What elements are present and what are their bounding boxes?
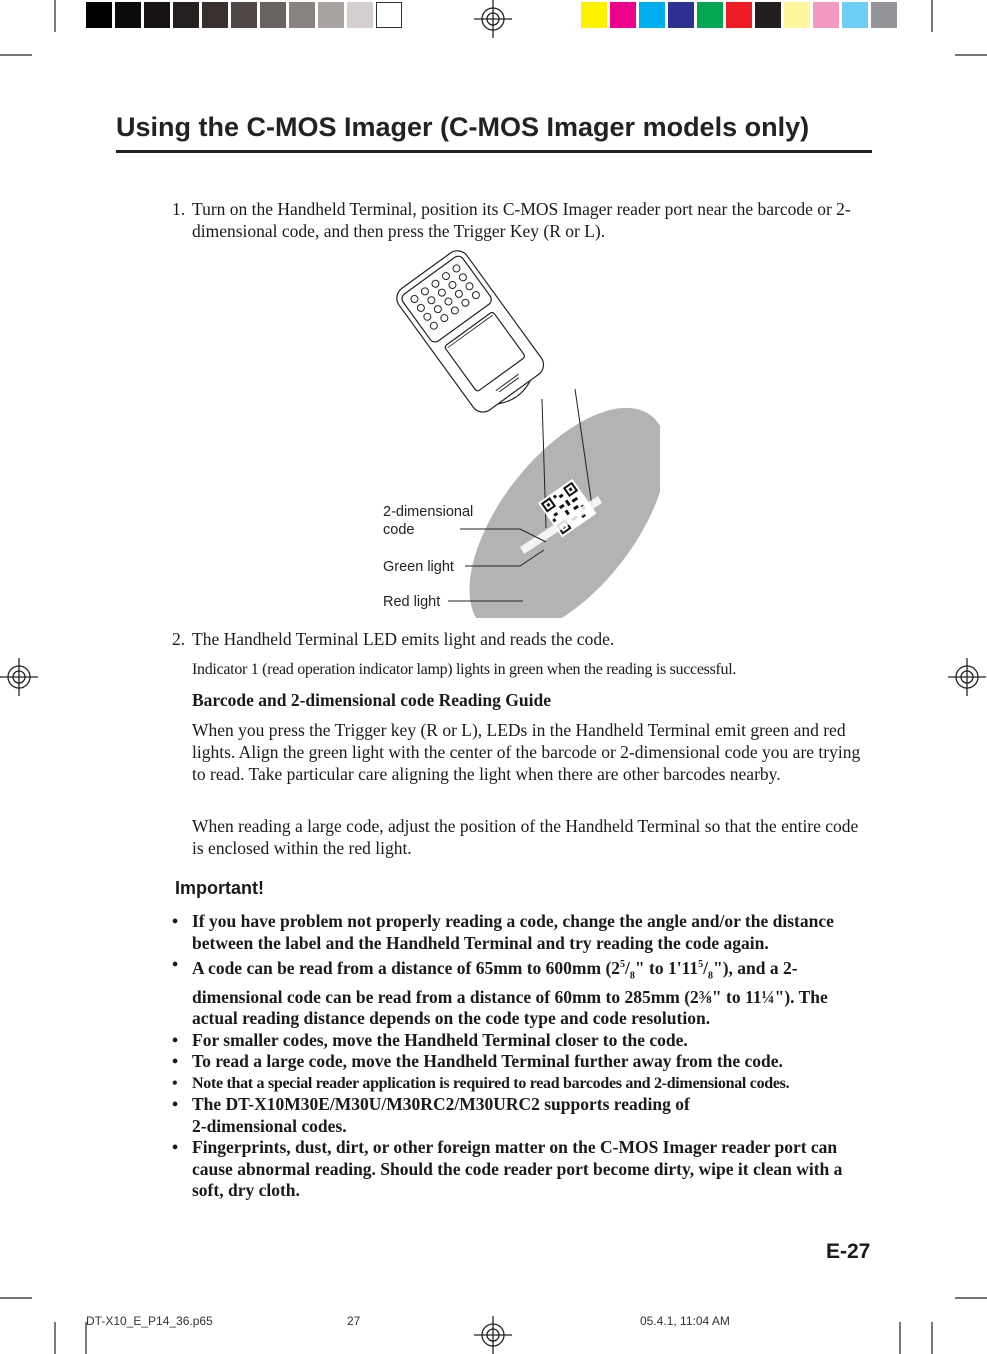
list-item-text: 2-dimensional codes.: [192, 1115, 347, 1136]
color-swatch: [784, 2, 810, 28]
color-swatch: [639, 2, 665, 28]
color-swatch: [697, 2, 723, 28]
title-underline: [116, 150, 872, 153]
list-item-text: For smaller codes, move the Handheld Terminal closer to the code.: [192, 1029, 688, 1050]
color-swatch: [347, 2, 373, 28]
color-swatch: [144, 2, 170, 28]
list-item-text: To read a large code, move the Handheld Terminal further away from the code.: [192, 1051, 783, 1072]
handheld-terminal: [392, 248, 551, 421]
label-2d-line2: code: [383, 522, 415, 538]
bullet-glyph: •: [172, 1029, 179, 1050]
label-2d-line1: 2-dimensional: [383, 504, 474, 520]
color-swatch: [86, 2, 112, 28]
registration-target-bottom: [474, 1316, 512, 1354]
list-item: [172, 1137, 872, 1202]
list-item-text: Fingerprints, dust, dirt, or other foreign matter on the C-MOS Imager reader port can cause abnormal reading. Should the code reader port become dirty, wipe it clean with a soft, dry cloth.: [192, 1137, 843, 1201]
step-2: [172, 628, 862, 650]
step-text: The Handheld Terminal LED emits light and reads the code.: [192, 629, 615, 649]
list-item: [172, 911, 872, 954]
color-swatch: [668, 2, 694, 28]
guide-paragraph-2: When reading a large code, adjust the position of the Handheld Terminal so that the entire code is enclosed within the red light.: [192, 816, 859, 858]
guide-paragraph-1: When you press the Trigger key (R or L), LEDs in the Handheld Terminal emit green and red lights. Align the green light with the center of the barcode or 2-dimensional code you are trying to read. Take particular care aligning the light when there are other barcodes nearby.: [192, 720, 861, 784]
color-swatch: [173, 2, 199, 28]
fraction-numerator: 5: [698, 959, 704, 970]
color-swatch: [755, 2, 781, 28]
color-swatch: [376, 2, 402, 28]
bullet-glyph: •: [172, 1051, 179, 1072]
color-swatch: [231, 2, 257, 28]
color-swatch: [202, 2, 228, 28]
color-swatch: [289, 2, 315, 28]
color-swatch: [871, 2, 897, 28]
list-item: [172, 1073, 872, 1095]
color-swatch: [842, 2, 868, 28]
color-swatch: [115, 2, 141, 28]
step-number: 1.: [172, 199, 186, 219]
bullet-glyph: •: [172, 1074, 178, 1092]
step-number: 2.: [172, 629, 186, 649]
color-swatch: [610, 2, 636, 28]
label-2d-code: [383, 503, 473, 539]
color-swatch: [260, 2, 286, 28]
footer-timestamp: 05.4.1, 11:04 AM: [640, 1314, 730, 1328]
registration-target-right: [948, 658, 986, 696]
color-swatch: [726, 2, 752, 28]
footer-filename: DT-X10_E_P14_36.p65: [86, 1314, 213, 1328]
indicator-note: Indicator 1 (read operation indicator lamp) lights in green when the reading is successful.: [192, 661, 737, 678]
list-item-text: "), and a 2-dimensional code can be read from a distance of 60mm to 285mm (2⅜" to 11¼"). The actual reading distance depends on the code type and code resolution.: [192, 957, 828, 1029]
footer-page: 27: [347, 1314, 361, 1328]
page-number: E-27: [826, 1240, 871, 1263]
label-red-light: Red light: [383, 594, 441, 610]
list-item: [172, 1051, 872, 1073]
list-item-text: A code can be read from a distance of 65mm to 600mm (2: [192, 957, 621, 978]
reading-surface: [432, 374, 660, 618]
label-green-light: Green light: [383, 559, 454, 575]
important-list: [172, 911, 872, 1202]
bullet-glyph: •: [172, 911, 179, 931]
bullet-glyph: •: [172, 1094, 179, 1115]
important-heading: Important!: [175, 878, 264, 898]
list-item: • A code can be read from a distance of 65mm to 600mm ($2^5/_8$" to $1'11^5/_8$"), and a 2-dimensional code can be read from a distance of 60mm to 285mm (2⅜" to 11¼"). The actual reading distance depends on the code type and code resolution.: [172, 954, 828, 1029]
bullet-glyph: •: [172, 954, 179, 974]
list-item: [172, 1030, 872, 1052]
list-item-text: If you have problem not properly reading a code, change the angle and/or the distance between the label and the Handheld Terminal and try reading the code again.: [192, 911, 834, 953]
fraction-denominator: 8: [629, 970, 635, 982]
step-text: Turn on the Handheld Terminal, position its C-MOS Imager reader port near the barcode or 2-dimensional code, and then press the Trigger Key (R or L).: [192, 199, 851, 241]
guide-heading: Barcode and 2-dimensional code Reading Guide: [192, 690, 551, 710]
page-title: Using the C-MOS Imager (C-MOS Imager models only): [116, 112, 810, 142]
fraction-numerator: 5: [620, 959, 626, 970]
bullet-glyph: •: [172, 1137, 179, 1158]
step-1: [172, 198, 862, 242]
list-item: [172, 1094, 872, 1137]
list-item-text: " to 1'11: [634, 957, 699, 978]
fraction-denominator: 8: [708, 970, 713, 982]
registration-target-top: [474, 0, 512, 38]
color-swatch: [813, 2, 839, 28]
color-swatch: [318, 2, 344, 28]
list-item-text: The DT-X10M30E/M30U/M30RC2/M30URC2 supports reading of: [192, 1094, 690, 1115]
registration-target-left: [0, 658, 38, 696]
list-item-text: Note that a special reader application is required to read barcodes and 2-dimensional codes.: [192, 1074, 790, 1092]
color-swatch: [581, 2, 607, 28]
